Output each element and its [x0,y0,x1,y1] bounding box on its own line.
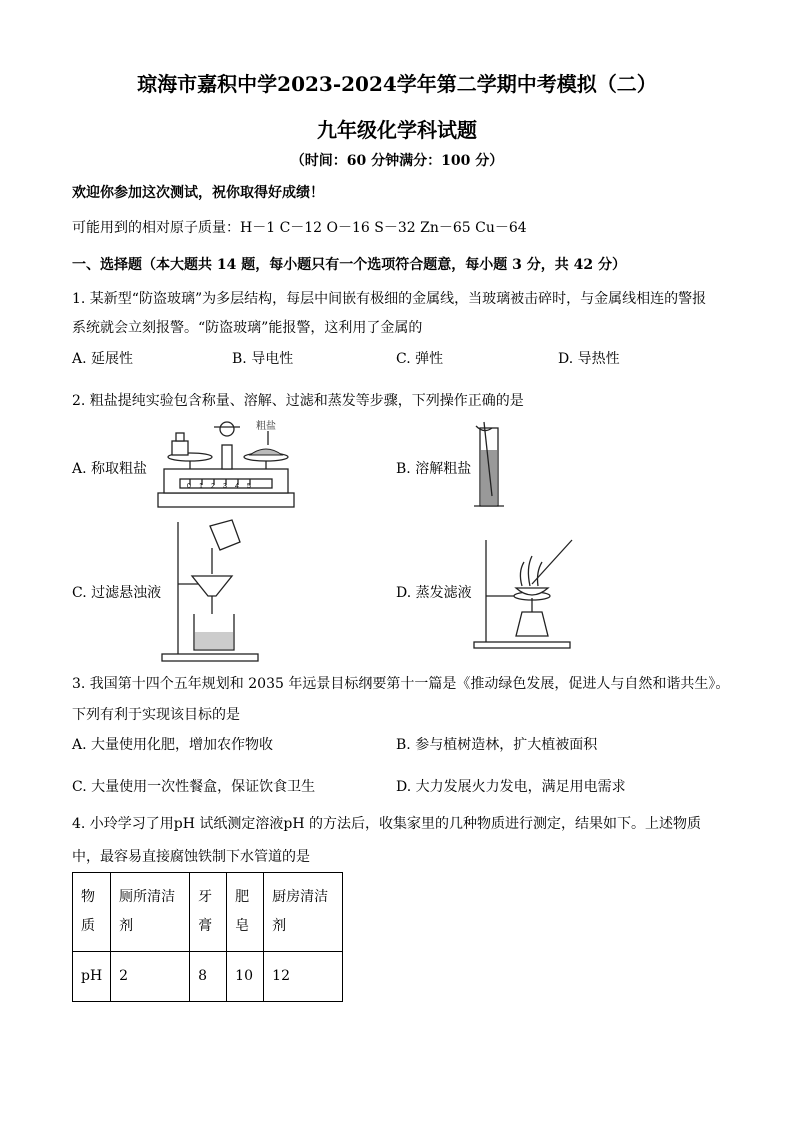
table-header-cell: 厨房清洁剂 [264,873,343,952]
greeting: 欢迎你参加这次测试，祝你取得好成绩！ [72,185,324,201]
evaporation-figure [472,532,582,650]
section-heading: 一、选择题（本大题共 14 题，每小题只有一个选项符合题意，每小题 3 分，共 42 分） [72,257,626,273]
q2-option-b: B. 溶解粗盐 [396,461,472,477]
scale-number-0: 0 [187,483,191,490]
table-row [73,873,343,952]
q1-option-b: B. 导电性 [232,351,294,367]
table-header-cell: 牙膏 [190,873,227,952]
table-header-cell: 厕所清洁剂 [111,873,190,952]
q1-stem-line2: 系统就会立刻报警。“防盗玻璃”能报警，这利用了金属的 [72,320,423,336]
ph-table [72,872,343,1002]
atomic-mass-line: 可能用到的相对原子质量：H－1 C－12 O－16 S－32 Zn－65 Cu－64 [72,220,527,236]
scale-number-5: 5 [247,483,251,490]
q2-option-c: C. 过滤悬浊液 [72,585,162,601]
table-cell: 8 [190,952,227,1002]
q1-option-c: C. 弹性 [396,351,444,367]
q3-stem-line1: 3. 我国第十四个五年规划和 2035 年远景目标纲要第十一篇是《推动绿色发展，促进人与自然和谐共生》。 [72,676,730,692]
q3-option-c: C. 大量使用一次性餐盒，保证饮食卫生 [72,779,316,795]
filtration-figure [160,518,260,663]
q2-option-d: D. 蒸发滤液 [396,585,472,601]
table-cell: 12 [264,952,343,1002]
scale-number-2: 2 [211,483,215,490]
time-info: （时间：60 分钟满分：100 分） [290,153,504,169]
q3-option-a: A. 大量使用化肥，增加农作物收 [72,737,274,753]
q3-stem-line2: 下列有利于实现该目标的是 [72,707,240,723]
table-cell: 10 [227,952,264,1002]
exam-title: 琼海市嘉积中学2023-2024学年第二学期中考模拟（二） [137,72,657,96]
q1-stem-line1: 1. 某新型“防盗玻璃”为多层结构，每层中间嵌有极细的金属线，当玻璃被击碎时，与金属线相连的警报 [72,291,707,307]
table-header-cell: 物质 [73,873,111,952]
exam-subtitle: 九年级化学科试题 [317,118,477,142]
q1-option-d: D. 导热性 [558,351,620,367]
q3-option-d: D. 大力发展火力发电，满足用电需求 [396,779,626,795]
q2-option-a: A. 称取粗盐 [72,461,148,477]
table-header-cell: 肥皂 [227,873,264,952]
salt-label: 粗盐 [256,421,276,432]
q4-stem-line2: 中，最容易直接腐蚀铁制下水管道的是 [72,849,310,865]
table-row [73,952,343,1002]
balance-figure [150,415,310,515]
q1-option-a: A. 延展性 [72,351,134,367]
table-cell: pH [73,952,111,1002]
table-cell: 2 [111,952,190,1002]
q4-stem-line1: 4. 小玲学习了用pH 试纸测定溶液pH 的方法后，收集家里的几种物质进行测定，结果如下。上述物质 [72,816,702,832]
scale-number-1: 1 [199,483,203,490]
cylinder-figure [470,420,510,515]
q2-stem: 2. 粗盐提纯实验包含称量、溶解、过滤和蒸发等步骤，下列操作正确的是 [72,393,524,409]
scale-number-4: 4 [235,483,239,490]
scale-number-3: 3 [223,483,227,490]
q3-option-b: B. 参与植树造林，扩大植被面积 [396,737,598,753]
